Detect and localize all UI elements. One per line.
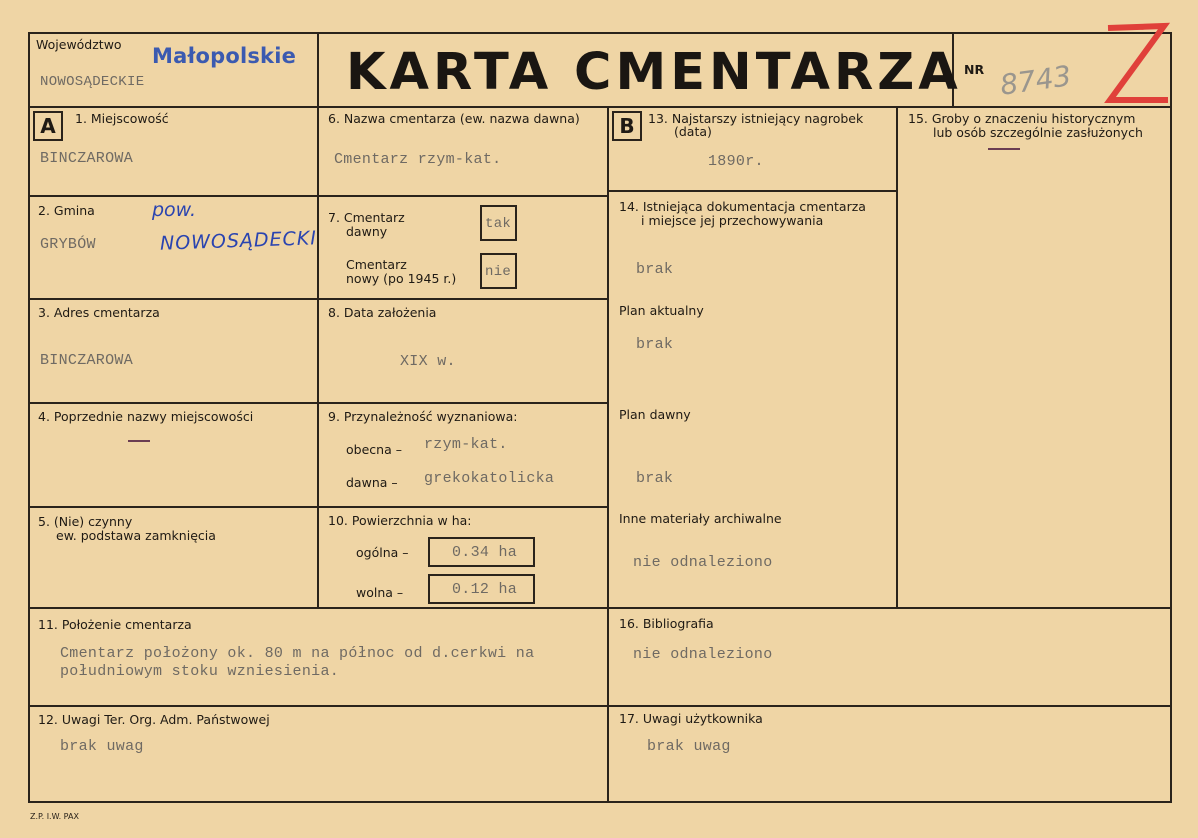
- wojewodztwo-label: Województwo: [36, 37, 122, 52]
- field-12-label: 12. Uwagi Ter. Org. Adm. Państwowej: [38, 712, 270, 727]
- plan-dawny-value: brak: [636, 470, 674, 487]
- rule: [28, 801, 1172, 803]
- printer-imprint: Z.P. I.W. PAX: [30, 812, 79, 821]
- field-8-label: 8. Data założenia: [328, 305, 437, 320]
- rule: [28, 402, 609, 404]
- field-15-sublabel: lub osób szczególnie zasłużonych: [933, 125, 1143, 140]
- field-10-wolna-label: wolna –: [356, 585, 404, 600]
- nr-value: 8743: [998, 59, 1074, 102]
- field-5-label: 5. (Nie) czynny: [38, 514, 133, 529]
- rule: [28, 32, 30, 803]
- field-13-sublabel: (data): [674, 124, 712, 139]
- field-7-dawny-box: [480, 205, 517, 241]
- field-9-dawna-label: dawna –: [346, 475, 398, 490]
- field-14-label: 14. Istniejąca dokumentacja cmentarza: [619, 199, 866, 214]
- rule: [317, 298, 609, 300]
- field-3-value: BINCZAROWA: [40, 352, 134, 369]
- field-2-handwriting-county: NOWOSĄDECKI: [159, 227, 318, 255]
- field-14-sublabel: i miejsce jej przechowywania: [641, 213, 824, 228]
- field-10-wolna-value: 0.12 ha: [452, 581, 518, 598]
- field-4-label: 4. Poprzednie nazwy miejscowości: [38, 409, 254, 424]
- field-9-label: 9. Przynależność wyznaniowa:: [328, 409, 518, 424]
- field-15-dash: [988, 148, 1020, 150]
- field-10-wolna-box: [428, 574, 535, 604]
- field-7-dawny-label: 7. Cmentarz: [328, 210, 405, 225]
- plan-aktualny-label: Plan aktualny: [619, 303, 704, 318]
- rule: [28, 298, 319, 300]
- rule: [317, 32, 319, 108]
- field-2-value: GRYBÓW: [40, 236, 96, 253]
- field-10-ogolna-value: 0.34 ha: [452, 544, 518, 561]
- section-b-marker: B: [612, 111, 642, 141]
- field-16-label: 16. Bibliografia: [619, 616, 714, 631]
- field-7-dawny-sublabel: dawny: [346, 224, 388, 239]
- field-2-handwriting-pow: pow.: [152, 199, 197, 221]
- field-4-dash: [128, 440, 150, 442]
- field-2-label: 2. Gmina: [38, 203, 95, 218]
- field-6-value: Cmentarz rzym-kat.: [334, 151, 502, 168]
- field-17-label: 17. Uwagi użytkownika: [619, 711, 763, 726]
- rule: [28, 506, 609, 508]
- field-13-value: 1890r.: [708, 153, 764, 170]
- field-14-value: brak: [636, 261, 674, 278]
- field-8-value: XIX w.: [400, 353, 456, 370]
- field-9-obecna-label: obecna –: [346, 442, 402, 457]
- rule: [896, 106, 898, 609]
- field-1-label: 1. Miejscowość: [75, 111, 169, 126]
- nr-label: NR: [964, 62, 985, 77]
- field-5-sublabel: ew. podstawa zamknięcia: [56, 528, 216, 543]
- inne-materialy-value: nie odnaleziono: [633, 554, 773, 571]
- field-11-value-line1: Cmentarz położony ok. 80 m na północ od d.cerkwi na: [60, 645, 535, 662]
- field-13-label: 13. Najstarszy istniejący nagrobek: [648, 111, 864, 126]
- wojewodztwo-value: NOWOSĄDECKIE: [40, 74, 145, 90]
- rule: [1170, 32, 1172, 803]
- field-15-label: 15. Groby o znaczeniu historycznym: [908, 111, 1136, 126]
- field-10-ogolna-box: [428, 537, 535, 567]
- rule: [317, 106, 319, 609]
- rule: [28, 106, 1172, 108]
- field-11-label: 11. Położenie cmentarza: [38, 617, 192, 632]
- rule: [28, 705, 1172, 707]
- wojewodztwo-stamp: Małopolskie: [152, 44, 297, 68]
- red-z-mark: [1098, 20, 1170, 106]
- rule: [28, 32, 1172, 34]
- field-3-label: 3. Adres cmentarza: [38, 305, 160, 320]
- field-9-obecna-value: rzym-kat.: [424, 436, 508, 453]
- field-6-label: 6. Nazwa cmentarza (ew. nazwa dawna): [328, 111, 580, 126]
- plan-aktualny-value: brak: [636, 336, 674, 353]
- inne-materialy-label: Inne materiały archiwalne: [619, 511, 782, 526]
- field-7-dawny-value: tak: [485, 216, 512, 232]
- rule: [607, 106, 609, 803]
- field-12-value: brak uwag: [60, 738, 144, 755]
- section-a-marker: A: [33, 111, 63, 141]
- field-7-nowy-label: Cmentarz: [346, 257, 407, 272]
- page-title: KARTA CMENTARZA: [346, 43, 962, 102]
- rule: [607, 190, 898, 192]
- field-7-nowy-sublabel: nowy (po 1945 r.): [346, 271, 457, 286]
- rule: [28, 607, 1172, 609]
- field-1-value: BINCZAROWA: [40, 150, 134, 167]
- field-17-value: brak uwag: [647, 738, 731, 755]
- rule: [28, 195, 609, 197]
- plan-dawny-label: Plan dawny: [619, 407, 691, 422]
- field-7-nowy-box: [480, 253, 517, 289]
- field-11-value-line2: południowym stoku wzniesienia.: [60, 663, 340, 680]
- field-9-dawna-value: grekokatolicka: [424, 470, 555, 487]
- field-7-nowy-value: nie: [485, 264, 512, 280]
- field-10-label: 10. Powierzchnia w ha:: [328, 513, 472, 528]
- field-16-value: nie odnaleziono: [633, 646, 773, 663]
- field-10-ogolna-label: ogólna –: [356, 545, 409, 560]
